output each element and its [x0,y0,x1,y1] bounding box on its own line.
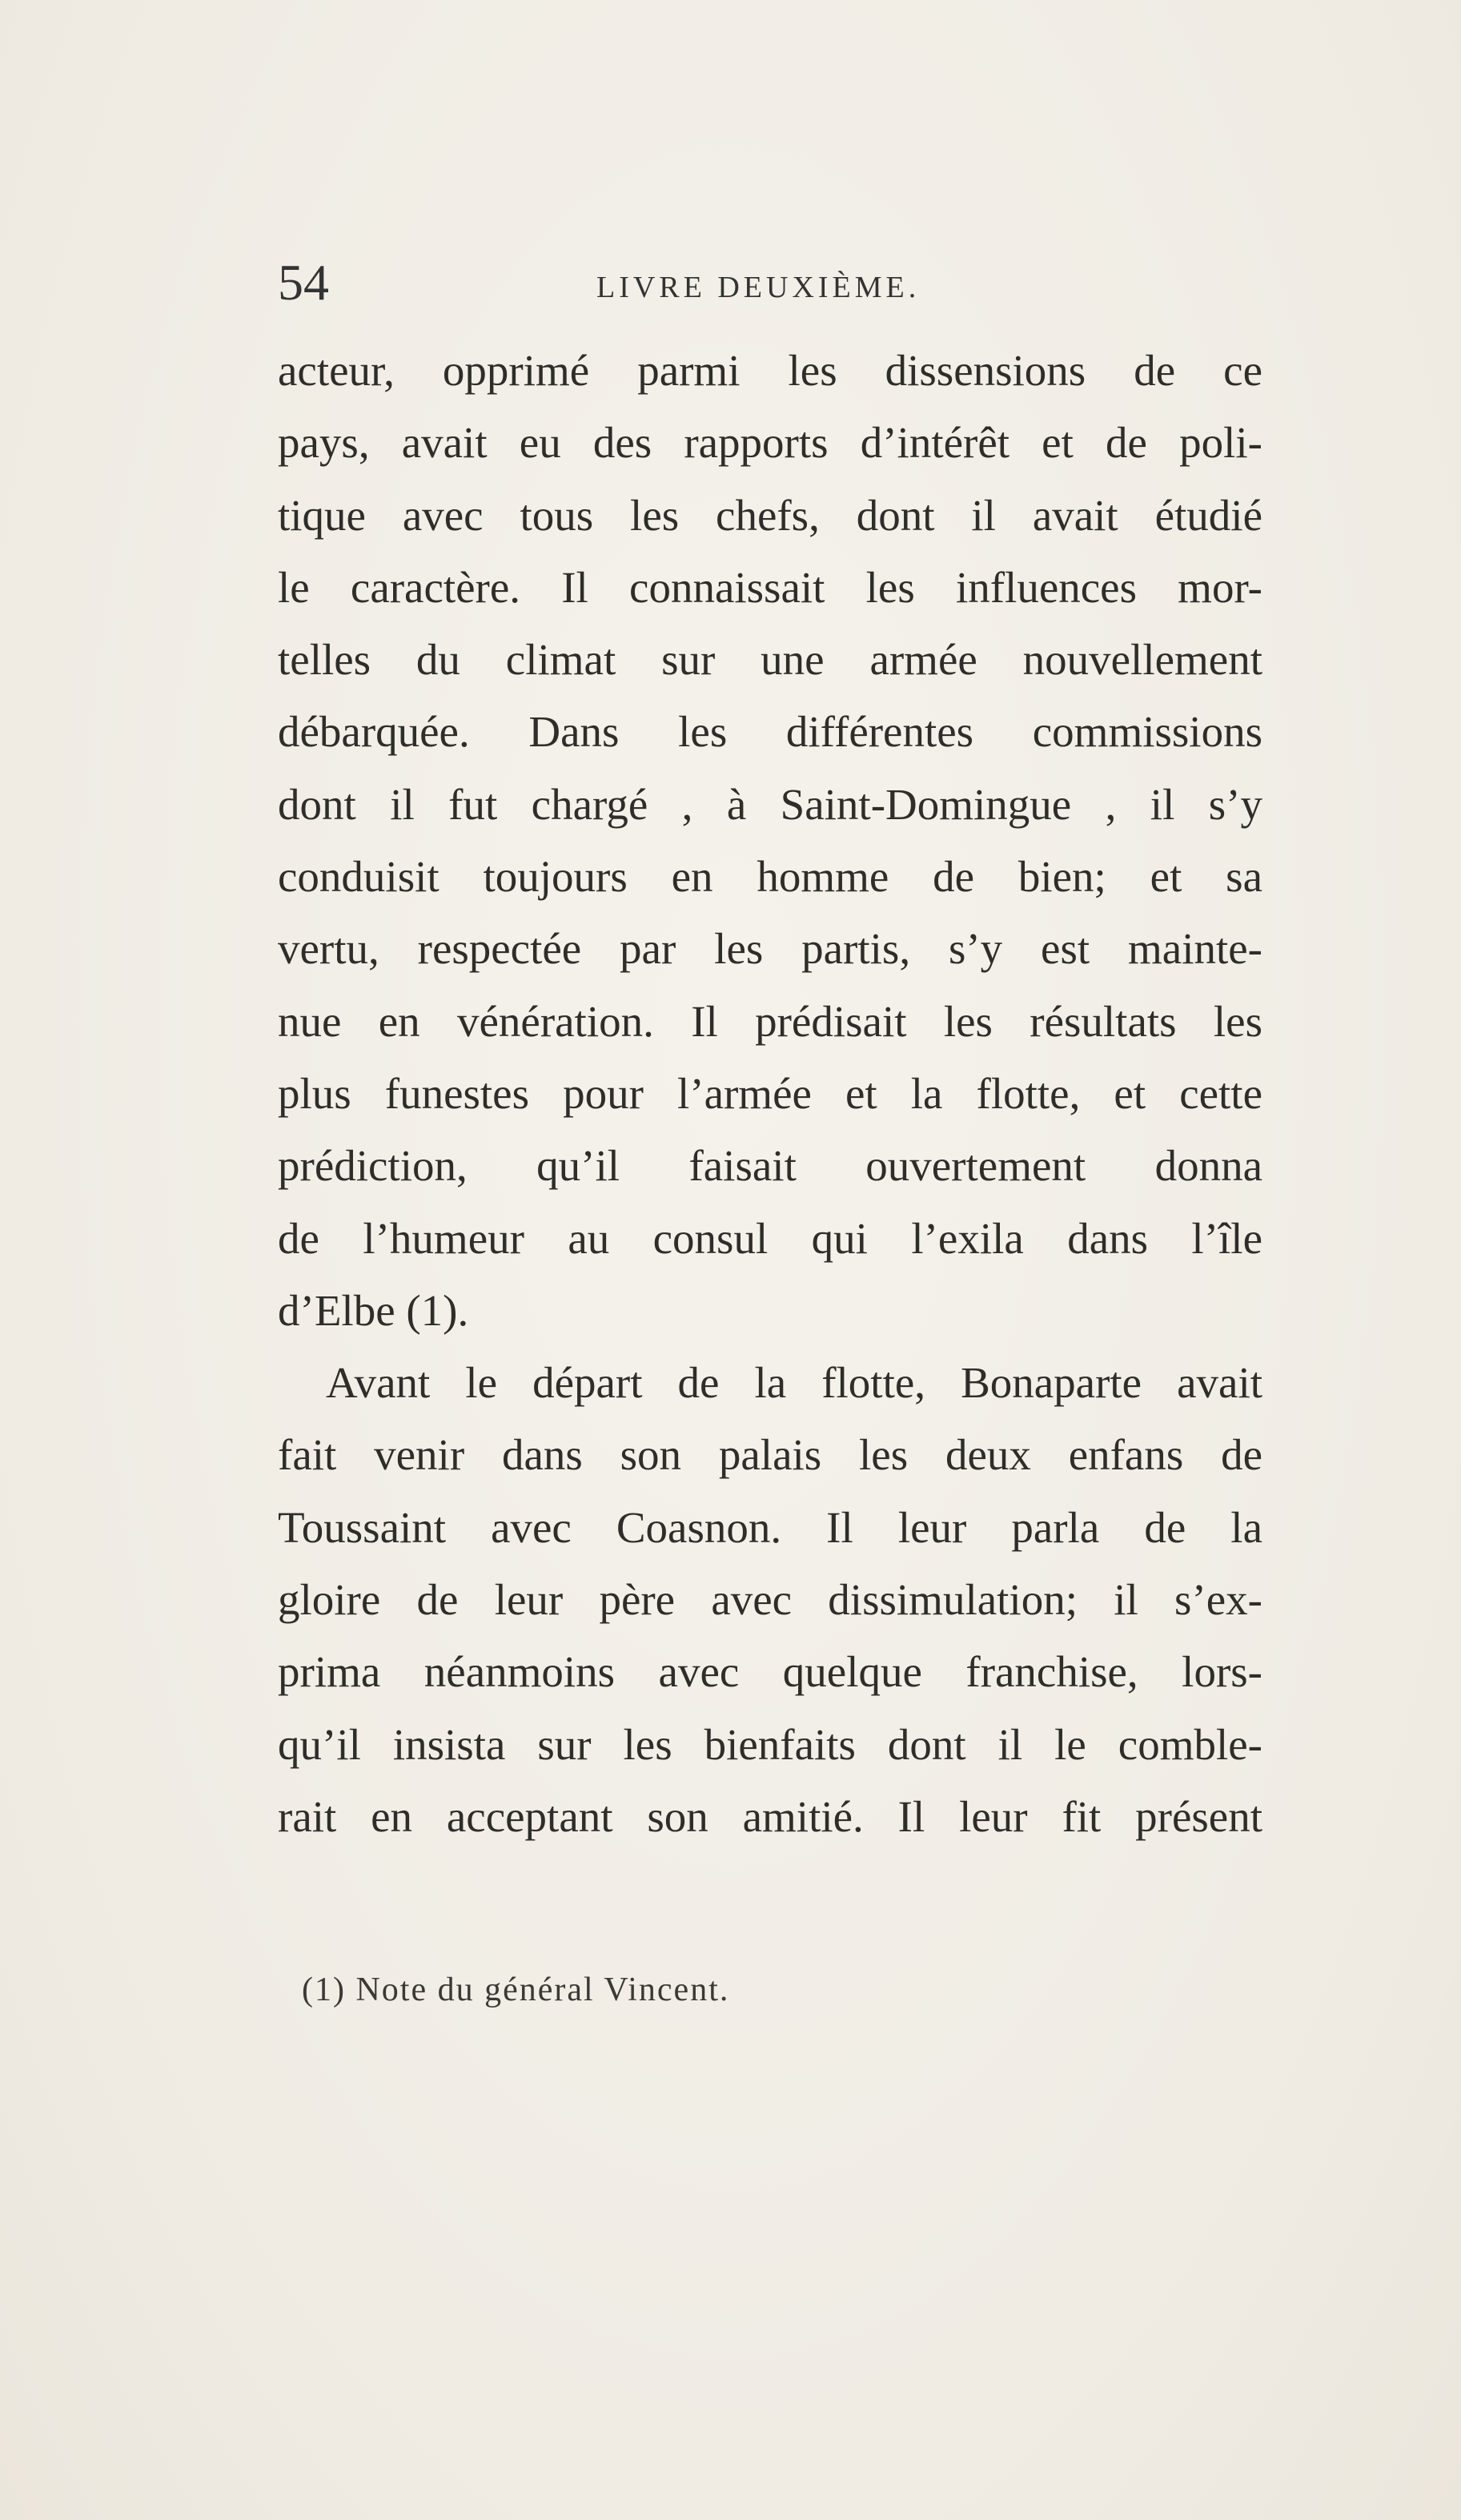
running-head: LIVRE DEUXIÈME. [596,271,921,304]
paragraph-start-line: Avant le départ de la flotte, Bonaparte avait [326,1358,1262,1408]
text-line: tique avec tous les chefs, dont il avait étudié [278,490,1262,540]
page-header [278,255,1262,311]
text-line: nue en vénération. Il prédisait les résultats les [278,996,1262,1046]
text-line: le caractère. Il connaissait les influences mor- [278,562,1262,612]
page-number: 54 [278,254,329,311]
text-line: fait venir dans son palais les deux enfans de [278,1430,1262,1480]
text-line: Toussaint avec Coasnon. Il leur parla de la [278,1502,1262,1552]
footnote: (1) Note du général Vincent. [302,1971,730,2008]
text-line: qu’il insista sur les bienfaits dont il le comble- [278,1719,1262,1769]
text-line: prédiction, qu’il faisait ouvertement donna [278,1141,1262,1191]
text-line: rait en acceptant son amitié. Il leur fit présent [278,1791,1262,1841]
text-line: de l’humeur au consul qui l’exila dans l’île [278,1213,1262,1263]
body-text [278,335,1262,1853]
text-line: gloire de leur père avec dissimulation; il s’ex- [278,1575,1262,1625]
text-line: pays, avait eu des rapports d’intérêt et de poli- [278,418,1262,468]
text-line: telles du climat sur une armée nouvellement [278,635,1262,685]
text-line: dont il fut chargé , à Saint-Domingue , il s’y [278,779,1262,829]
text-line: acteur, opprimé parmi les dissensions de ce [278,346,1262,395]
text-line: prima néanmoins avec quelque franchise, lors- [278,1647,1262,1697]
text-line: plus funestes pour l’armée et la flotte, et cette [278,1068,1262,1118]
text-line: vertu, respectée par les partis, s’y est mainte- [278,924,1262,974]
text-line: conduisit toujours en homme de bien; et sa [278,852,1262,902]
text-line: débarquée. Dans les différentes commissions [278,707,1262,757]
text-line: d’Elbe (1). [278,1285,469,1335]
